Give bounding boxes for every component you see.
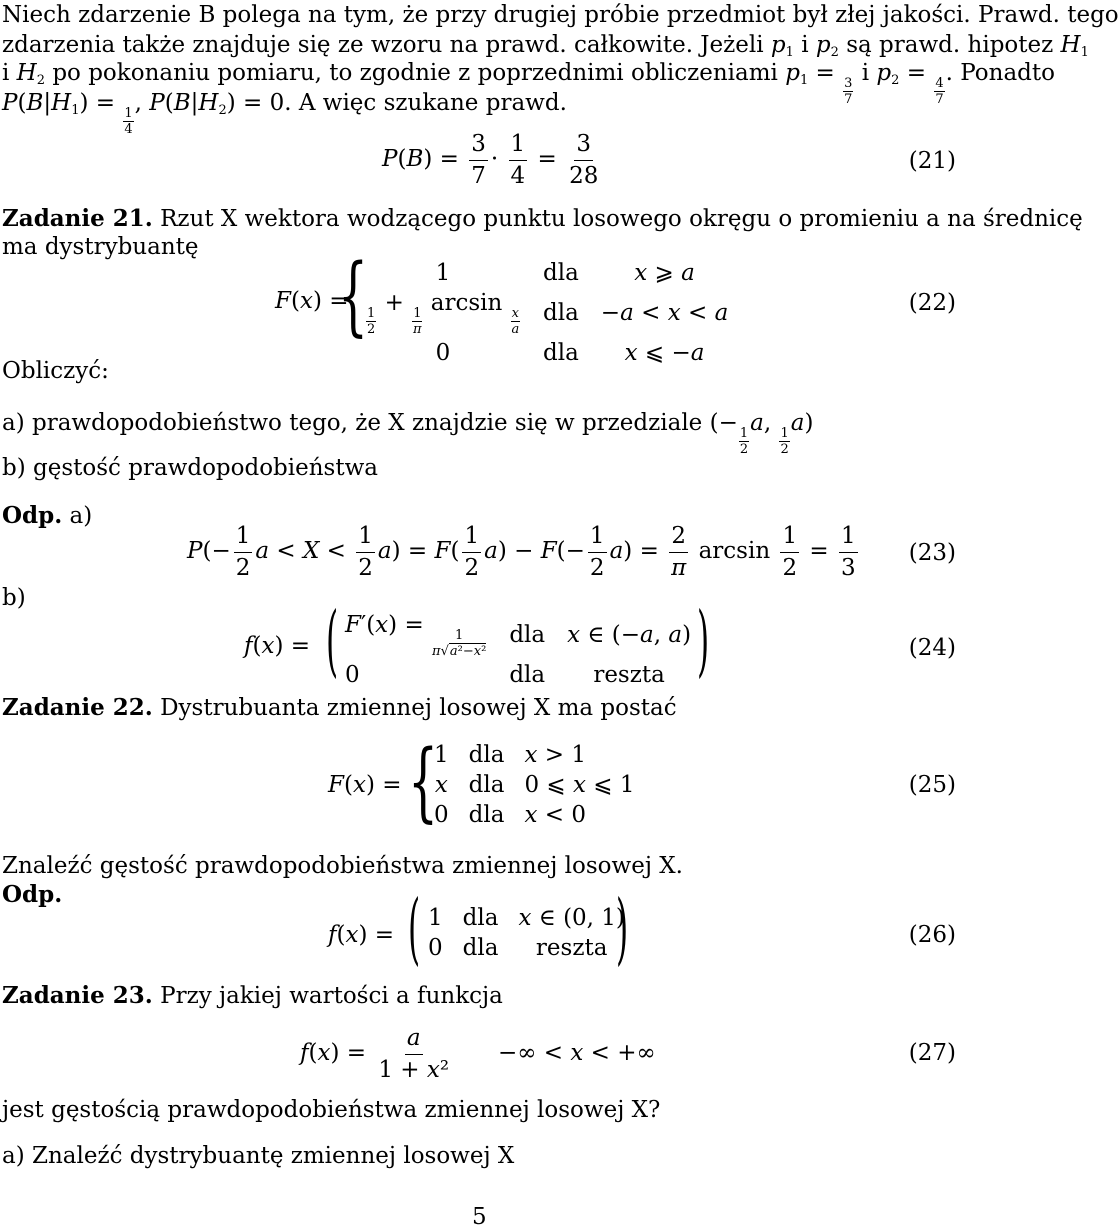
task-21-heading: Zadanie 21. Rzut X wektora wodzącego punktu losowego okręgu o promieniu a na średnicę — [2, 205, 1083, 232]
page-number: 5 — [472, 1204, 487, 1230]
intro-line-1: Niech zdarzenie B polega na tym, że przy drugiej próbie przedmiot był złej jakości. Prawd. tego — [2, 2, 1119, 28]
equation-27-domain: −∞ < x < +∞ — [498, 1040, 656, 1066]
intro-paragraph — [2, 0, 1119, 137]
equation-number-25: (25) — [908, 772, 956, 798]
intro-line-3: i $H_2$ po pokonaniu pomiaru, to zgodnie z poprzednimi obliczeniami $p_1$ = $\frac{3}{7}$ i $p_2$ = $\frac{4}{7}$ . Ponadto — [2, 60, 1055, 107]
equation-number-22: (22) — [908, 290, 956, 316]
equation-24-cases: F′(x) = $\frac{1}{\text{π√a²−x²}}$ dla x ∈ (−a, a) 0 dla reszta — [345, 612, 692, 688]
subtask-a: a) prawdopodobieństwo tego, że X znajdzie się w przedziale (− $\frac{1}{2}$ a, $\frac{1}{2}$ a) — [2, 410, 814, 457]
equation-number-23: (23) — [908, 540, 956, 566]
equation-25-lhs: F(x) = — [328, 772, 402, 798]
left-brace-25: { — [408, 732, 439, 832]
equation-23: P(− $\frac{1}{2}$ a < X < $\frac{1}{2}$ a) = F( $\frac{1}{2}$ a) − F(− $\frac{1}{2}$ a) = $\frac{2}{\pi}$ arcsin $\frac{1}{2}$ = $\frac{1}{3}$ — [187, 523, 856, 581]
equation-25-cases: 1 dla x > 1 x dla 0 ⩽ x ⩽ 1 0 dla x < 0 — [434, 742, 635, 828]
task-23-line-2: jest gęstością prawdopodobieństwa zmiennej losowej X? — [2, 1097, 661, 1123]
equation-27: f(x) = $\frac{a}{\text{1 + x²}}$ — [300, 1025, 450, 1083]
left-paren-26: ( — [408, 884, 421, 974]
task-22-question: Znaleźć gęstość prawdopodobieństwa zmiennej losowej X. — [2, 853, 683, 879]
compute-label: Obliczyć: — [2, 358, 109, 384]
equation-number-27: (27) — [908, 1040, 956, 1066]
task-23-subtask-a: a) Znaleźć dystrybuantę zmiennej losowej X — [2, 1143, 515, 1169]
left-brace-22: { — [338, 246, 369, 346]
right-paren-26: ) — [616, 884, 629, 974]
equation-number-21: (21) — [908, 148, 956, 174]
task-23-heading: Zadanie 23. Przy jakiej wartości a funkcja — [2, 982, 503, 1009]
equation-24-lhs: f(x) = — [244, 633, 311, 659]
equation-number-26: (26) — [908, 922, 956, 948]
equation-22-lhs: F(x) = — [275, 288, 349, 314]
equation-26-cases: 1 dla x ∈ (0, 1) 0 dla reszta — [428, 905, 625, 961]
intro-line-4: $P(B|H_1)$ = $\frac{1}{4}$ , $P(B|H_2) = 0$. A więc szukane prawd. — [2, 90, 567, 137]
answer-21-b-label: b) — [2, 585, 26, 611]
answer-21-label: Odp. a) — [2, 502, 93, 529]
intro-line-2: zdarzenia także znajduje się ze wzoru na prawd. całkowite. Jeżeli $p_1$ i $p_2$ są prawd. hipotez $H_1$ — [2, 32, 1089, 60]
left-paren-24: ( — [326, 596, 339, 686]
equation-22-cases: 1 dla x ⩾ a $\frac{1}{2}$ + $\frac{1}{\pi}$ arcsin $\frac{x}{a}$ dla −a < x < a 0 dla x ⩽ −a — [367, 260, 729, 366]
task-21-line-2: ma dystrybuantę — [2, 234, 199, 260]
equation-21: P(B) = $\frac{3}{7}$ · $\frac{1}{4}$ = $\frac{3}{28}$ — [382, 131, 599, 189]
task-22-heading: Zadanie 22. Dystrubuanta zmiennej losowej X ma postać — [2, 694, 677, 721]
equation-26-lhs: f(x) = — [328, 922, 395, 948]
answer-22-label: Odp. — [2, 881, 63, 908]
right-paren-24: ) — [697, 596, 710, 686]
subtask-b: b) gęstość prawdopodobieństwa — [2, 455, 379, 481]
equation-number-24: (24) — [908, 635, 956, 661]
